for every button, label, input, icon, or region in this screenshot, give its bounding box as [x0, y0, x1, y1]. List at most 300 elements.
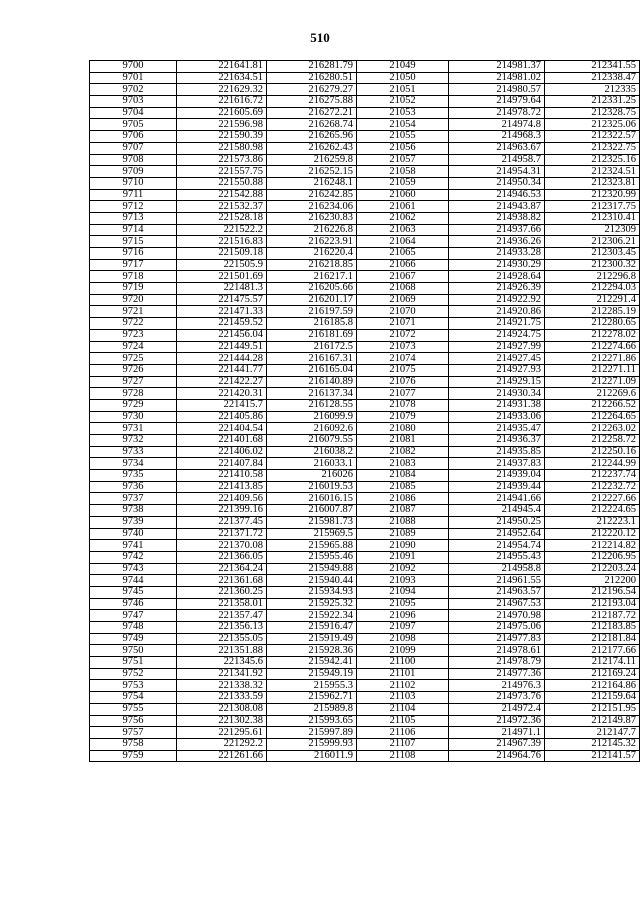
point-number-a-cell: 9754 [90, 692, 177, 704]
y-coordinate-b-cell: 212325.16 [545, 154, 640, 166]
y-coordinate-a-cell: 216272.21 [267, 107, 357, 119]
point-number-b-cell: 21070 [357, 306, 449, 318]
y-coordinate-a-cell: 215955.3 [267, 680, 357, 692]
y-coordinate-b-cell: 212303.45 [545, 248, 640, 260]
table-row [90, 540, 640, 552]
page-number: 510 [310, 30, 330, 45]
table-row [90, 61, 640, 73]
x-coordinate-b-cell: 214937.66 [449, 224, 545, 236]
x-coordinate-a-cell: 221302.38 [177, 715, 267, 727]
y-coordinate-b-cell: 212177.66 [545, 645, 640, 657]
x-coordinate-a-cell: 221596.98 [177, 119, 267, 131]
point-number-b-cell: 21081 [357, 435, 449, 447]
point-number-a-cell: 9704 [90, 107, 177, 119]
y-coordinate-a-cell: 215993.65 [267, 715, 357, 727]
point-number-b-cell: 21106 [357, 727, 449, 739]
y-coordinate-b-cell: 212341.55 [545, 61, 640, 73]
y-coordinate-b-cell: 212323.81 [545, 177, 640, 189]
point-number-a-cell: 9743 [90, 563, 177, 575]
table-row [90, 283, 640, 295]
table-row [90, 84, 640, 96]
x-coordinate-b-cell: 214964.76 [449, 750, 545, 762]
y-coordinate-b-cell: 212258.72 [545, 435, 640, 447]
y-coordinate-b-cell: 212141.57 [545, 750, 640, 762]
x-coordinate-a-cell: 221377.45 [177, 516, 267, 528]
y-coordinate-a-cell: 216185.8 [267, 318, 357, 330]
x-coordinate-b-cell: 214935.85 [449, 446, 545, 458]
point-number-a-cell: 9705 [90, 119, 177, 131]
y-coordinate-a-cell: 216268.74 [267, 119, 357, 131]
x-coordinate-b-cell: 214946.53 [449, 189, 545, 201]
table-row [90, 516, 640, 528]
x-coordinate-b-cell: 214933.28 [449, 248, 545, 260]
point-number-b-cell: 21065 [357, 248, 449, 260]
x-coordinate-b-cell: 214979.64 [449, 96, 545, 108]
y-coordinate-a-cell: 216242.85 [267, 189, 357, 201]
x-coordinate-a-cell: 221444.28 [177, 353, 267, 365]
y-coordinate-a-cell: 216140.89 [267, 376, 357, 388]
x-coordinate-b-cell: 214973.76 [449, 692, 545, 704]
x-coordinate-b-cell: 214929.15 [449, 376, 545, 388]
y-coordinate-a-cell: 215916.47 [267, 622, 357, 634]
point-number-b-cell: 21084 [357, 470, 449, 482]
x-coordinate-b-cell: 214952.64 [449, 528, 545, 540]
table-row [90, 446, 640, 458]
x-coordinate-a-cell: 221261.66 [177, 750, 267, 762]
y-coordinate-b-cell: 212338.47 [545, 72, 640, 84]
table-row [90, 318, 640, 330]
point-number-b-cell: 21057 [357, 154, 449, 166]
point-number-b-cell: 21095 [357, 598, 449, 610]
point-number-a-cell: 9709 [90, 166, 177, 178]
x-coordinate-b-cell: 214972.4 [449, 703, 545, 715]
table-row [90, 750, 640, 762]
y-coordinate-b-cell: 212306.21 [545, 236, 640, 248]
table-row [90, 505, 640, 517]
point-number-a-cell: 9713 [90, 212, 177, 224]
y-coordinate-a-cell: 215981.73 [267, 516, 357, 528]
x-coordinate-b-cell: 214927.99 [449, 341, 545, 353]
point-number-b-cell: 21067 [357, 271, 449, 283]
point-number-a-cell: 9759 [90, 750, 177, 762]
y-coordinate-b-cell: 212285.19 [545, 306, 640, 318]
point-number-a-cell: 9751 [90, 657, 177, 669]
x-coordinate-b-cell: 214970.98 [449, 610, 545, 622]
point-number-b-cell: 21061 [357, 201, 449, 213]
point-number-a-cell: 9708 [90, 154, 177, 166]
y-coordinate-b-cell: 212232.72 [545, 481, 640, 493]
point-number-a-cell: 9701 [90, 72, 177, 84]
y-coordinate-a-cell: 215919.49 [267, 633, 357, 645]
point-number-b-cell: 21062 [357, 212, 449, 224]
x-coordinate-a-cell: 221356.13 [177, 622, 267, 634]
x-coordinate-a-cell: 221542.88 [177, 189, 267, 201]
x-coordinate-b-cell: 214968.3 [449, 131, 545, 143]
point-number-a-cell: 9749 [90, 633, 177, 645]
x-coordinate-a-cell: 221371.72 [177, 528, 267, 540]
x-coordinate-a-cell: 221616.72 [177, 96, 267, 108]
x-coordinate-a-cell: 221641.81 [177, 61, 267, 73]
x-coordinate-a-cell: 221629.32 [177, 84, 267, 96]
point-number-b-cell: 21087 [357, 505, 449, 517]
x-coordinate-b-cell: 214972.36 [449, 715, 545, 727]
point-number-a-cell: 9744 [90, 575, 177, 587]
y-coordinate-a-cell: 216128.55 [267, 399, 357, 411]
table-row [90, 575, 640, 587]
x-coordinate-b-cell: 214954.74 [449, 540, 545, 552]
point-number-a-cell: 9757 [90, 727, 177, 739]
x-coordinate-b-cell: 214954.31 [449, 166, 545, 178]
x-coordinate-b-cell: 214950.34 [449, 177, 545, 189]
table-row [90, 72, 640, 84]
point-number-b-cell: 21107 [357, 738, 449, 750]
coordinates-table [89, 60, 640, 762]
y-coordinate-a-cell: 216279.27 [267, 84, 357, 96]
y-coordinate-b-cell: 212274.66 [545, 341, 640, 353]
point-number-b-cell: 21086 [357, 493, 449, 505]
x-coordinate-a-cell: 221605.69 [177, 107, 267, 119]
x-coordinate-a-cell: 221404.54 [177, 423, 267, 435]
x-coordinate-a-cell: 221413.85 [177, 481, 267, 493]
y-coordinate-b-cell: 212271.11 [545, 364, 640, 376]
point-number-a-cell: 9721 [90, 306, 177, 318]
y-coordinate-b-cell: 212280.65 [545, 318, 640, 330]
point-number-a-cell: 9736 [90, 481, 177, 493]
point-number-b-cell: 21058 [357, 166, 449, 178]
y-coordinate-b-cell: 212291.4 [545, 294, 640, 306]
point-number-b-cell: 21063 [357, 224, 449, 236]
y-coordinate-a-cell: 215949.88 [267, 563, 357, 575]
point-number-b-cell: 21100 [357, 657, 449, 669]
x-coordinate-a-cell: 221441.77 [177, 364, 267, 376]
point-number-a-cell: 9739 [90, 516, 177, 528]
table-row [90, 703, 640, 715]
point-number-b-cell: 21085 [357, 481, 449, 493]
table-row [90, 481, 640, 493]
point-number-b-cell: 21108 [357, 750, 449, 762]
x-coordinate-b-cell: 214927.45 [449, 353, 545, 365]
y-coordinate-b-cell: 212149.87 [545, 715, 640, 727]
x-coordinate-b-cell: 214958.7 [449, 154, 545, 166]
table-row [90, 610, 640, 622]
y-coordinate-b-cell: 212317.75 [545, 201, 640, 213]
point-number-a-cell: 9758 [90, 738, 177, 750]
point-number-a-cell: 9718 [90, 271, 177, 283]
point-number-b-cell: 21091 [357, 551, 449, 563]
x-coordinate-a-cell: 221522.2 [177, 224, 267, 236]
x-coordinate-b-cell: 214935.47 [449, 423, 545, 435]
y-coordinate-b-cell: 212174.11 [545, 657, 640, 669]
table-row [90, 551, 640, 563]
x-coordinate-a-cell: 221634.51 [177, 72, 267, 84]
table-row [90, 668, 640, 680]
x-coordinate-a-cell: 221422.27 [177, 376, 267, 388]
table-row [90, 738, 640, 750]
point-number-a-cell: 9734 [90, 458, 177, 470]
y-coordinate-b-cell: 212335 [545, 84, 640, 96]
table-row [90, 107, 640, 119]
point-number-b-cell: 21096 [357, 610, 449, 622]
x-coordinate-b-cell: 214971.1 [449, 727, 545, 739]
x-coordinate-a-cell: 221481.3 [177, 283, 267, 295]
y-coordinate-a-cell: 216079.55 [267, 435, 357, 447]
y-coordinate-b-cell: 212181.84 [545, 633, 640, 645]
point-number-b-cell: 21104 [357, 703, 449, 715]
table-row [90, 96, 640, 108]
x-coordinate-b-cell: 214981.37 [449, 61, 545, 73]
y-coordinate-a-cell: 216011.9 [267, 750, 357, 762]
point-number-b-cell: 21088 [357, 516, 449, 528]
point-number-b-cell: 21059 [357, 177, 449, 189]
y-coordinate-b-cell: 212309 [545, 224, 640, 236]
point-number-b-cell: 21090 [357, 540, 449, 552]
y-coordinate-a-cell: 215949.19 [267, 668, 357, 680]
y-coordinate-b-cell: 212159.64 [545, 692, 640, 704]
y-coordinate-a-cell: 216137.34 [267, 388, 357, 400]
point-number-a-cell: 9738 [90, 505, 177, 517]
x-coordinate-a-cell: 221410.58 [177, 470, 267, 482]
y-coordinate-b-cell: 212206.95 [545, 551, 640, 563]
point-number-b-cell: 21068 [357, 283, 449, 295]
point-number-a-cell: 9703 [90, 96, 177, 108]
table-row [90, 470, 640, 482]
x-coordinate-b-cell: 214963.57 [449, 586, 545, 598]
x-coordinate-a-cell: 221573.86 [177, 154, 267, 166]
x-coordinate-b-cell: 214961.55 [449, 575, 545, 587]
y-coordinate-b-cell: 212200 [545, 575, 640, 587]
table-row [90, 657, 640, 669]
y-coordinate-b-cell: 212244.99 [545, 458, 640, 470]
x-coordinate-a-cell: 221333.59 [177, 692, 267, 704]
point-number-a-cell: 9725 [90, 353, 177, 365]
table-row [90, 411, 640, 423]
y-coordinate-b-cell: 212193.04 [545, 598, 640, 610]
x-coordinate-b-cell: 214941.66 [449, 493, 545, 505]
x-coordinate-a-cell: 221405.86 [177, 411, 267, 423]
y-coordinate-a-cell: 216217.1 [267, 271, 357, 283]
table-row [90, 306, 640, 318]
y-coordinate-a-cell: 216259.8 [267, 154, 357, 166]
x-coordinate-a-cell: 221361.68 [177, 575, 267, 587]
point-number-a-cell: 9710 [90, 177, 177, 189]
x-coordinate-b-cell: 214980.57 [449, 84, 545, 96]
point-number-a-cell: 9724 [90, 341, 177, 353]
y-coordinate-b-cell: 212237.74 [545, 470, 640, 482]
x-coordinate-b-cell: 214926.39 [449, 283, 545, 295]
y-coordinate-a-cell: 216223.91 [267, 236, 357, 248]
point-number-a-cell: 9735 [90, 470, 177, 482]
point-number-b-cell: 21080 [357, 423, 449, 435]
point-number-a-cell: 9755 [90, 703, 177, 715]
point-number-a-cell: 9707 [90, 142, 177, 154]
point-number-b-cell: 21050 [357, 72, 449, 84]
x-coordinate-a-cell: 221406.02 [177, 446, 267, 458]
point-number-a-cell: 9731 [90, 423, 177, 435]
y-coordinate-b-cell: 212169.24 [545, 668, 640, 680]
point-number-a-cell: 9741 [90, 540, 177, 552]
y-coordinate-a-cell: 216265.96 [267, 131, 357, 143]
x-coordinate-a-cell: 221475.57 [177, 294, 267, 306]
point-number-b-cell: 21092 [357, 563, 449, 575]
x-coordinate-a-cell: 221355.05 [177, 633, 267, 645]
x-coordinate-a-cell: 221341.92 [177, 668, 267, 680]
y-coordinate-b-cell: 212264.65 [545, 411, 640, 423]
point-number-a-cell: 9756 [90, 715, 177, 727]
x-coordinate-b-cell: 214937.83 [449, 458, 545, 470]
point-number-b-cell: 21066 [357, 259, 449, 271]
point-number-a-cell: 9712 [90, 201, 177, 213]
y-coordinate-b-cell: 212224.65 [545, 505, 640, 517]
point-number-a-cell: 9711 [90, 189, 177, 201]
table-row [90, 622, 640, 634]
point-number-b-cell: 21099 [357, 645, 449, 657]
x-coordinate-b-cell: 214933.06 [449, 411, 545, 423]
point-number-b-cell: 21051 [357, 84, 449, 96]
y-coordinate-a-cell: 215922.34 [267, 610, 357, 622]
x-coordinate-b-cell: 214977.36 [449, 668, 545, 680]
y-coordinate-a-cell: 215955.46 [267, 551, 357, 563]
y-coordinate-b-cell: 212203.24 [545, 563, 640, 575]
point-number-b-cell: 21097 [357, 622, 449, 634]
table-row [90, 364, 640, 376]
x-coordinate-a-cell: 221516.83 [177, 236, 267, 248]
point-number-a-cell: 9717 [90, 259, 177, 271]
table-row [90, 727, 640, 739]
point-number-a-cell: 9723 [90, 329, 177, 341]
y-coordinate-b-cell: 212324.51 [545, 166, 640, 178]
table-row [90, 236, 640, 248]
y-coordinate-a-cell: 216281.79 [267, 61, 357, 73]
y-coordinate-a-cell: 216007.87 [267, 505, 357, 517]
y-coordinate-b-cell: 212196.54 [545, 586, 640, 598]
point-number-a-cell: 9745 [90, 586, 177, 598]
x-coordinate-a-cell: 221338.32 [177, 680, 267, 692]
point-number-b-cell: 21089 [357, 528, 449, 540]
x-coordinate-a-cell: 221557.75 [177, 166, 267, 178]
table-row [90, 294, 640, 306]
point-number-a-cell: 9728 [90, 388, 177, 400]
y-coordinate-a-cell: 216218.85 [267, 259, 357, 271]
table-row [90, 142, 640, 154]
point-number-a-cell: 9748 [90, 622, 177, 634]
y-coordinate-b-cell: 212294.03 [545, 283, 640, 295]
y-coordinate-b-cell: 212296.8 [545, 271, 640, 283]
y-coordinate-b-cell: 212145.32 [545, 738, 640, 750]
x-coordinate-a-cell: 221366.05 [177, 551, 267, 563]
point-number-b-cell: 21101 [357, 668, 449, 680]
x-coordinate-b-cell: 214978.79 [449, 657, 545, 669]
y-coordinate-a-cell: 216275.88 [267, 96, 357, 108]
x-coordinate-b-cell: 214958.8 [449, 563, 545, 575]
x-coordinate-b-cell: 214976.3 [449, 680, 545, 692]
y-coordinate-a-cell: 216205.66 [267, 283, 357, 295]
x-coordinate-b-cell: 214943.87 [449, 201, 545, 213]
point-number-b-cell: 21073 [357, 341, 449, 353]
point-number-a-cell: 9706 [90, 131, 177, 143]
y-coordinate-a-cell: 216092.6 [267, 423, 357, 435]
point-number-a-cell: 9732 [90, 435, 177, 447]
point-number-b-cell: 21103 [357, 692, 449, 704]
y-coordinate-a-cell: 216234.06 [267, 201, 357, 213]
y-coordinate-a-cell: 216165.04 [267, 364, 357, 376]
table-row [90, 528, 640, 540]
y-coordinate-a-cell: 216172.5 [267, 341, 357, 353]
point-number-a-cell: 9702 [90, 84, 177, 96]
y-coordinate-b-cell: 212151.95 [545, 703, 640, 715]
x-coordinate-a-cell: 221308.08 [177, 703, 267, 715]
y-coordinate-a-cell: 215965.88 [267, 540, 357, 552]
x-coordinate-b-cell: 214939.04 [449, 470, 545, 482]
y-coordinate-a-cell: 215997.89 [267, 727, 357, 739]
x-coordinate-b-cell: 214945.4 [449, 505, 545, 517]
point-number-b-cell: 21077 [357, 388, 449, 400]
x-coordinate-a-cell: 221409.56 [177, 493, 267, 505]
y-coordinate-b-cell: 212322.57 [545, 131, 640, 143]
y-coordinate-a-cell: 216038.2 [267, 446, 357, 458]
point-number-a-cell: 9733 [90, 446, 177, 458]
point-number-a-cell: 9740 [90, 528, 177, 540]
x-coordinate-b-cell: 214931.38 [449, 399, 545, 411]
x-coordinate-a-cell: 221401.68 [177, 435, 267, 447]
x-coordinate-a-cell: 221509.18 [177, 248, 267, 260]
table-row [90, 119, 640, 131]
point-number-a-cell: 9720 [90, 294, 177, 306]
y-coordinate-b-cell: 212269.6 [545, 388, 640, 400]
point-number-a-cell: 9716 [90, 248, 177, 260]
x-coordinate-a-cell: 221351.88 [177, 645, 267, 657]
table-row [90, 353, 640, 365]
point-number-a-cell: 9737 [90, 493, 177, 505]
table-row [90, 586, 640, 598]
y-coordinate-a-cell: 215969.5 [267, 528, 357, 540]
y-coordinate-a-cell: 216226.8 [267, 224, 357, 236]
point-number-b-cell: 21056 [357, 142, 449, 154]
y-coordinate-b-cell: 212223.1 [545, 516, 640, 528]
y-coordinate-b-cell: 212250.16 [545, 446, 640, 458]
table-row [90, 201, 640, 213]
table-row [90, 388, 640, 400]
table-row [90, 435, 640, 447]
point-number-a-cell: 9722 [90, 318, 177, 330]
y-coordinate-a-cell: 215989.8 [267, 703, 357, 715]
point-number-a-cell: 9746 [90, 598, 177, 610]
point-number-b-cell: 21082 [357, 446, 449, 458]
y-coordinate-a-cell: 216026 [267, 470, 357, 482]
point-number-b-cell: 21064 [357, 236, 449, 248]
y-coordinate-b-cell: 212278.02 [545, 329, 640, 341]
x-coordinate-a-cell: 221456.04 [177, 329, 267, 341]
table-row [90, 633, 640, 645]
x-coordinate-a-cell: 221357.47 [177, 610, 267, 622]
y-coordinate-b-cell: 212187.72 [545, 610, 640, 622]
x-coordinate-a-cell: 221532.37 [177, 201, 267, 213]
point-number-b-cell: 21069 [357, 294, 449, 306]
y-coordinate-a-cell: 216262.43 [267, 142, 357, 154]
x-coordinate-b-cell: 214978.72 [449, 107, 545, 119]
point-number-a-cell: 9742 [90, 551, 177, 563]
table-row [90, 166, 640, 178]
x-coordinate-b-cell: 214920.86 [449, 306, 545, 318]
x-coordinate-a-cell: 221292.2 [177, 738, 267, 750]
x-coordinate-b-cell: 214930.29 [449, 259, 545, 271]
y-coordinate-a-cell: 216019.53 [267, 481, 357, 493]
table-row [90, 189, 640, 201]
x-coordinate-a-cell: 221370.08 [177, 540, 267, 552]
x-coordinate-b-cell: 214967.39 [449, 738, 545, 750]
x-coordinate-b-cell: 214924.75 [449, 329, 545, 341]
x-coordinate-a-cell: 221459.52 [177, 318, 267, 330]
x-coordinate-b-cell: 214963.67 [449, 142, 545, 154]
